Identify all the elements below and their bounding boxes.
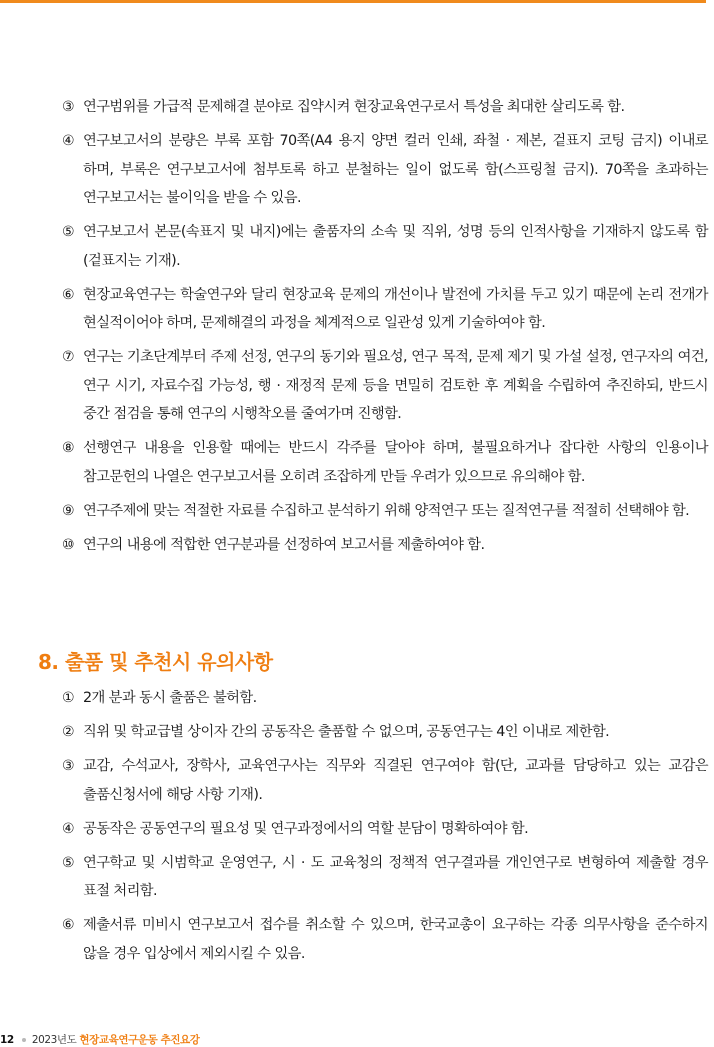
list-item xyxy=(62,815,708,844)
item-text: 연구범위를 가급적 문제해결 분야로 집약시켜 현장교육연구로서 특성을 최대한 살리도록 함. xyxy=(83,99,625,115)
list-item xyxy=(62,684,708,713)
item-text: 연구보고서의 분량은 부록 포함 70쪽(A4 용지 양면 컬러 인쇄, 좌철 · 제본, 겉표지 코팅 금지) 이내로 하며, 부록은 연구보고서에 첨부토록 하고 분철하는 일이 없도록 함(스프링철 금지). 70쪽을 초과하는 연구보고서는 불이익을 받을 수 있음. xyxy=(83,133,708,206)
item-text: 연구주제에 맞는 적절한 자료를 수집하고 분석하기 위해 양적연구 또는 질적연구를 적절히 선택해야 함. xyxy=(83,502,690,519)
item-text: 현장교육연구는 학술연구와 달리 현장교육 문제의 개선이나 발전에 가치를 두고 있기 때문에 논리 전개가 현실적이어야 하며, 문제해결의 과정을 체계적으로 일관성 있게 기술하여야 함. xyxy=(83,286,708,331)
item-number: ③ xyxy=(62,758,74,774)
item-text: 공동작은 공동연구의 필요성 및 연구과정에서의 역할 분담이 명확하여야 함. xyxy=(83,820,529,837)
item-text: 2개 분과 동시 출품은 불허함. xyxy=(83,690,257,706)
item-text: 연구보고서 본문(속표지 및 내지)에는 출품자의 소속 및 직위, 성명 등의 인적사항을 기재하지 않도록 함(겉표지는 기재). xyxy=(83,224,708,269)
item-number: ① xyxy=(62,690,74,706)
page-footer xyxy=(0,1032,200,1047)
item-number: ④ xyxy=(62,133,74,149)
list-item xyxy=(62,752,708,809)
item-text: 선행연구 내용을 인용할 때에는 반드시 각주를 달아야 하며, 불필요하거나 잡다한 사항의 인용이나 참고문헌의 나열은 연구보고서를 오히려 조잡하게 만들 우려가 있으므로 유의해야 함. xyxy=(83,440,708,485)
item-number: ⑦ xyxy=(62,349,74,365)
guideline-list xyxy=(62,93,708,565)
footer-separator-dot xyxy=(22,1038,26,1042)
item-number: ⑧ xyxy=(62,440,74,456)
list-item xyxy=(62,849,708,906)
item-text: 제출서류 미비시 연구보고서 접수를 취소할 수 있으며, 한국교총이 요구하는 각종 의무사항을 준수하지 않을 경우 입상에서 제외시킬 수 있음. xyxy=(83,917,708,962)
list-item xyxy=(62,531,708,560)
item-text: 연구의 내용에 적합한 연구분과를 선정하여 보고서를 제출하여야 함. xyxy=(83,536,485,553)
footer-year: 2023년도 xyxy=(31,1034,77,1046)
item-number: ⑤ xyxy=(62,854,74,871)
list-item xyxy=(62,343,708,429)
top-accent-rule xyxy=(0,0,706,3)
item-number: ③ xyxy=(62,99,74,115)
section-8-list xyxy=(62,684,708,974)
list-item xyxy=(62,911,708,968)
list-item xyxy=(62,218,708,275)
item-text: 교감, 수석교사, 장학사, 교육연구사는 직무와 직결된 연구여야 함(단, 교과를 담당하고 있는 교감은 출품신청서에 해당 사항 기재). xyxy=(83,758,708,803)
item-number: ⑤ xyxy=(62,224,74,240)
item-text: 연구학교 및 시범학교 운영연구, 시 · 도 교육청의 정책적 연구결과를 개인연구로 변형하여 제출할 경우 표절 처리함. xyxy=(83,854,708,899)
list-item xyxy=(62,281,708,338)
list-item xyxy=(62,718,708,747)
item-number: ⑥ xyxy=(62,917,74,933)
footer-book-title: 현장교육연구운동 추진요강 xyxy=(79,1034,200,1046)
list-item xyxy=(62,434,708,491)
item-text: 직위 및 학교급별 상이자 간의 공동작은 출품할 수 없으며, 공동연구는 4인 이내로 제한함. xyxy=(83,724,610,740)
item-number: ⑥ xyxy=(62,286,74,303)
list-item xyxy=(62,93,708,122)
item-number: ② xyxy=(62,724,74,740)
item-number: ④ xyxy=(62,820,74,837)
section-heading: 8. 출품 및 추천시 유의사항 xyxy=(38,650,273,674)
list-item xyxy=(62,497,708,526)
item-number: ⑨ xyxy=(62,502,74,519)
page-number: 12 xyxy=(0,1034,14,1046)
list-item xyxy=(62,127,708,213)
item-text: 연구는 기초단계부터 주제 선정, 연구의 동기와 필요성, 연구 목적, 문제 제기 및 가설 설정, 연구자의 여건, 연구 시기, 자료수집 가능성, 행 · 재정적 문제 등을 면밀히 검토한 후 계획을 수립하여 추진하되, 반드시 중간 점검을 통해 연구의 시행착오를 줄여가며 진행함. xyxy=(83,349,708,422)
item-number: ⑩ xyxy=(62,536,74,553)
